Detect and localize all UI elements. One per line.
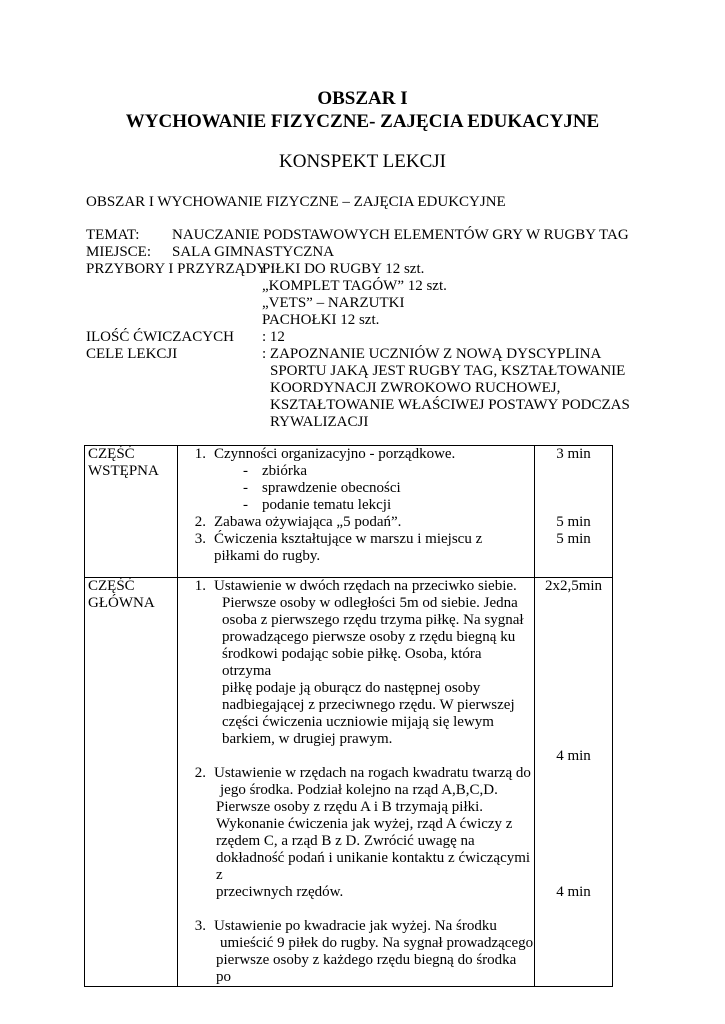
- table-row: [85, 578, 613, 987]
- count-label: ILOŚĆ ĆWICZACYCH: [86, 329, 234, 345]
- time-value: 5 min: [556, 531, 591, 547]
- exercise-line: Pierwsze osoby w odległości 5m od siebie. Jedna: [222, 595, 518, 611]
- document-subtitle: KONSPEKT LEKCJI: [279, 151, 446, 172]
- document-title: OBSZAR I: [317, 88, 408, 109]
- time-value: 4 min: [556, 884, 591, 900]
- exercise-line: Pierwsze osoby z rzędu A i B trzymają piłki.: [216, 799, 484, 815]
- part-content-cell: 1. Czynności organizacyjno - porządkowe. - zbiórka - sprawdzenie obecności - podanie tematu lekcji 2. Zabawa ożywiająca „5 podań”. 3. Ćwiczenia kształtujące w marszu i miejscu z piłkami do rugby.: [178, 446, 535, 578]
- time-value: 4 min: [556, 748, 591, 764]
- time-cell: [535, 446, 613, 578]
- part-content-cell: 1. Ustawienie w dwóch rzędach na przeciwko siebie. Pierwsze osoby w odległości 5m od siebie. Jedna osoba z pierwszego rzędu trzyma piłkę. Na sygnał prowadzącego pierwsze osoby z rzędu biegną ku środkowi podając sobie piłkę. Osoba, która otrzyma piłkę podaje ją oburącz do następnej osoby nadbiegającej z przeciwnego rzędu. W pierwszej części ćwiczenia uczniowie mijają się lewym barkiem, w drugiej prawym. 2. Ustawienie w rzędach na rogach kwadratu twarzą do jego środka. Podział kolejno na rząd A,B,C,D. Pierwsze osoby z rzędu A i B trzymają piłki. Wykonanie ćwiczenia jak wyżej, rząd A ćwiczy z rzędem C, a rząd B z D. Zwrócić uwagę na dokładność podań i unikanie kontaktu z ćwiczącymi z przeciwnych rzędów. 3. Ustawienie po kwadracie jak wyżej. Na środku umieścić 9 piłek do rugby. Na sygnał prowadzącego pierwsze osoby z każdego rzędu biegną do środka po: [178, 578, 535, 987]
- goals-line: KSZTAŁTOWANIE WŁAŚCIWEJ POSTAWY PODCZAS: [270, 397, 630, 413]
- exercise-line: przeciwnych rzędów.: [216, 884, 344, 900]
- time-value: 2x2,5min: [544, 578, 603, 594]
- exercise-line: Ustawienie w rzędach na rogach kwadratu twarzą do: [214, 765, 531, 781]
- time-value: 5 min: [556, 514, 591, 530]
- count-value: : 12: [262, 329, 285, 345]
- goals-label: CELE LEKCJI: [86, 346, 178, 362]
- part-label: CZĘŚĆ: [88, 446, 135, 462]
- exercise-line: piłkę podaje ją oburącz do następnej osoby: [222, 680, 481, 696]
- equipment-item: PIŁKI DO RUGBY 12 szt.: [262, 261, 425, 277]
- exercise-line: rzędem C, a rząd B z D. Zwrócić uwagę na: [216, 833, 475, 849]
- goals-line: KOORDYNACJI ZWROKOWO RUCHOWEJ,: [270, 380, 561, 396]
- equipment-item: „VETS” – NARZUTKI: [262, 295, 405, 311]
- exercise-line: części ćwiczenia uczniowie mijają się lewym: [222, 714, 494, 730]
- area-line: OBSZAR I WYCHOWANIE FIZYCZNE – ZAJĘCIA EDUKCYJNE: [86, 194, 506, 210]
- list-item: sprawdzenie obecności: [262, 480, 401, 496]
- list-item: Czynności organizacyjno - porządkowe.: [214, 446, 456, 462]
- exercise-line: środkowi podając sobie piłkę. Osoba, która otrzyma: [222, 646, 482, 679]
- topic-label: TEMAT:: [86, 227, 140, 243]
- document-subject: WYCHOWANIE FIZYCZNE- ZAJĘCIA EDUKACYJNE: [125, 111, 600, 132]
- part-label: GŁÓWNA: [88, 595, 155, 611]
- exercise-line: umieścić 9 piłek do rugby. Na sygnał prowadzącego: [220, 935, 534, 951]
- place-label: MIEJSCE:: [86, 244, 152, 260]
- part-label: WSTĘPNA: [88, 463, 159, 479]
- place-value: SALA GIMNASTYCZNA: [172, 244, 335, 260]
- list-item: piłkami do rugby.: [214, 548, 321, 564]
- lesson-table: [84, 445, 613, 987]
- list-item: Ćwiczenia kształtujące w marszu i miejscu z: [214, 531, 483, 547]
- exercise-line: osoba z pierwszego rzędu trzyma piłkę. Na sygnał: [222, 612, 524, 628]
- part-label-cell: [85, 446, 178, 578]
- exercise-line: barkiem, w drugiej prawym.: [222, 731, 393, 747]
- exercise-line: nadbiegającej z przeciwnego rzędu. W pierwszej: [222, 697, 515, 713]
- list-item: zbiórka: [262, 463, 307, 479]
- equipment-item: „KOMPLET TAGÓW” 12 szt.: [262, 278, 447, 294]
- list-item: Zabawa ożywiająca „5 podań”.: [214, 514, 402, 530]
- exercise-line: pierwsze osoby z każdego rzędu biegną do środka po: [216, 952, 517, 985]
- exercise-line: Ustawienie w dwóch rzędach na przeciwko siebie.: [214, 578, 517, 594]
- table-row: [85, 446, 613, 578]
- goals-line: SPORTU JAKĄ JEST RUGBY TAG, KSZTAŁTOWANIE: [270, 363, 626, 379]
- equipment-label: PRZYBORY I PRZYRZĄDY :: [86, 261, 275, 277]
- equipment-item: PACHOŁKI 12 szt.: [262, 312, 380, 328]
- exercise-line: jego środka. Podział kolejno na rząd A,B,C,D.: [220, 782, 498, 798]
- goals-line: RYWALIZACJI: [270, 414, 369, 430]
- exercise-line: prowadzącego pierwsze osoby z rzędu biegną ku: [222, 629, 516, 645]
- time-value: 3 min: [556, 446, 591, 462]
- goals-line: : ZAPOZNANIE UCZNIÓW Z NOWĄ DYSCYPLINA: [262, 346, 602, 362]
- exercise-line: Wykonanie ćwiczenia jak wyżej, rząd A ćwiczy z: [216, 816, 513, 832]
- time-cell: [535, 578, 613, 987]
- exercise-line: dokładność podań i unikanie kontaktu z ćwiczącymi z: [216, 850, 531, 883]
- part-label-cell: [85, 578, 178, 987]
- part-label: CZĘŚĆ: [88, 578, 135, 594]
- exercise-line: Ustawienie po kwadracie jak wyżej. Na środku: [214, 918, 497, 934]
- topic-value: NAUCZANIE PODSTAWOWYCH ELEMENTÓW GRY W RUGBY TAG: [172, 227, 629, 243]
- list-item: podanie tematu lekcji: [262, 497, 392, 513]
